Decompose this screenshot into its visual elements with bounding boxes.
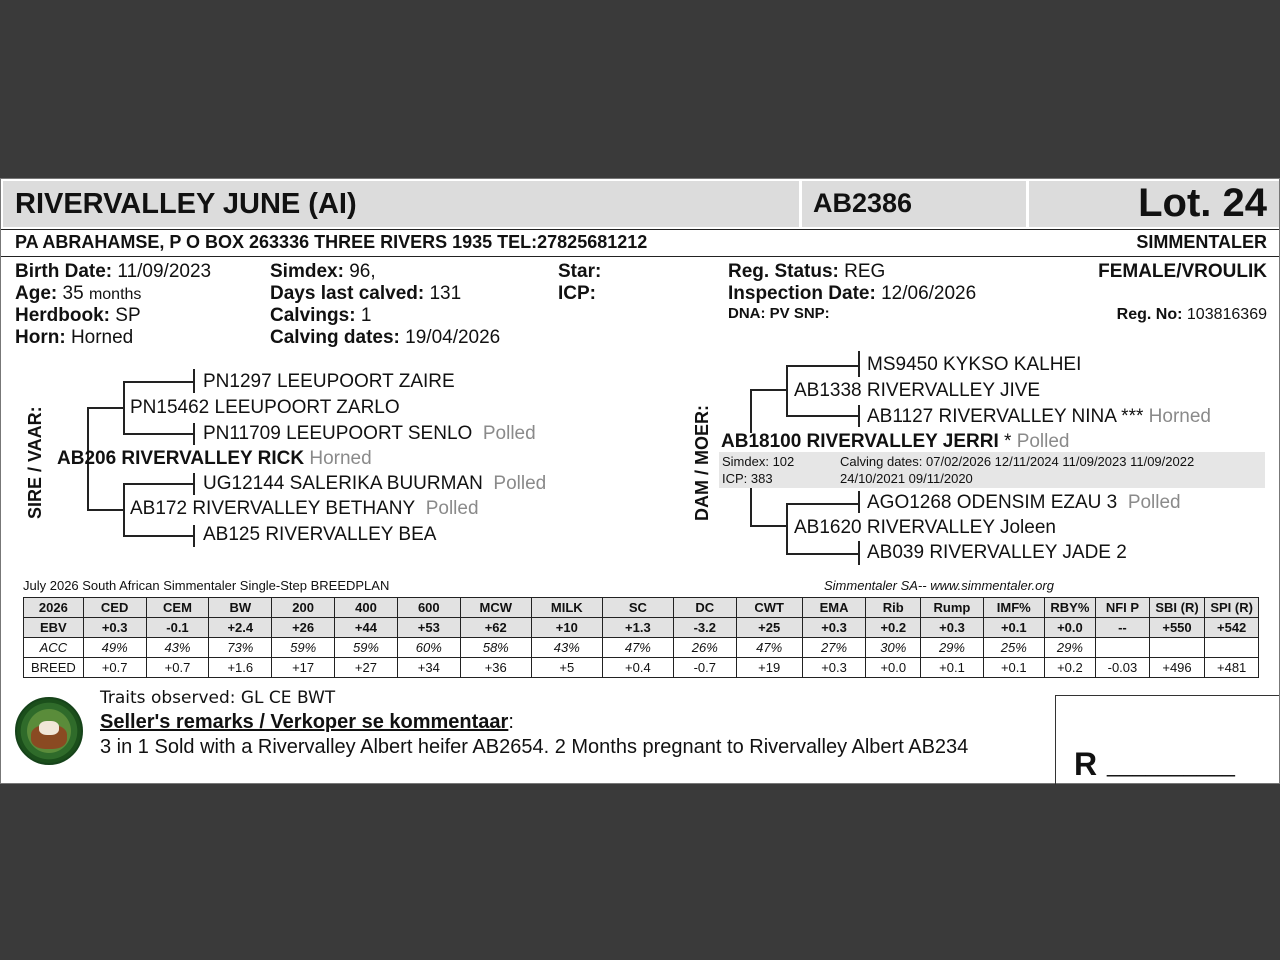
sire-side-label: SIRE / VAAR: xyxy=(25,406,45,519)
breedplan-table xyxy=(23,597,1259,678)
breedplan-row xyxy=(24,598,1259,618)
simdex: Simdex: 96, xyxy=(270,261,376,282)
breedplan-cell: 30% xyxy=(866,638,921,658)
tree-line xyxy=(123,433,193,435)
tree-line xyxy=(786,365,788,415)
animal-id: AB2386 xyxy=(813,188,913,218)
breedplan-header-cell: Rump xyxy=(921,598,984,618)
breedplan-cell: 47% xyxy=(736,638,802,658)
seller-remarks: 3 in 1 Sold with a Rivervalley Albert heifer AB2654. 2 Months pregnant to Rivervalley Albert AB234 xyxy=(100,736,969,758)
reg-no: Reg. No: 103816369 xyxy=(1116,306,1267,323)
tree-line xyxy=(786,503,858,505)
breedplan-cell: +19 xyxy=(736,658,802,678)
cow-icon-head xyxy=(39,721,59,735)
sire-sire: PN15462 LEEUPOORT ZARLO xyxy=(130,397,400,418)
breedplan-cell: +0.0 xyxy=(1044,618,1096,638)
header-divider xyxy=(1026,181,1029,227)
tree-line xyxy=(750,525,786,527)
breedplan-cell: +0.1 xyxy=(983,658,1044,678)
sire-name: AB206 RIVERVALLEY RICK Horned xyxy=(57,448,372,469)
tree-line xyxy=(750,389,786,391)
star-label: Star: xyxy=(558,261,602,282)
breedplan-header-cell: NFI P xyxy=(1096,598,1150,618)
breedplan-cell: +5 xyxy=(531,658,602,678)
breedplan-cell: +2.4 xyxy=(209,618,272,638)
breedplan-cell: -- xyxy=(1096,618,1150,638)
breedplan-header-cell: RBY% xyxy=(1044,598,1096,618)
birth-date: Birth Date: 11/09/2023 xyxy=(15,261,212,282)
breedplan-cell: 43% xyxy=(146,638,209,658)
traits-observed: Traits observed: GL CE BWT xyxy=(100,688,336,708)
dam-dam-sire: AGO1268 ODENSIM EZAU 3 Polled xyxy=(867,492,1181,513)
breedplan-cell: +0.3 xyxy=(921,618,984,638)
breedplan-cell xyxy=(1096,638,1150,658)
dna-line: DNA: PV SNP: xyxy=(728,305,830,322)
header-divider xyxy=(799,181,802,227)
tree-line xyxy=(750,389,752,433)
dam-dam: AB1620 RIVERVALLEY Joleen xyxy=(794,517,1056,538)
breedplan-cell: +1.3 xyxy=(602,618,673,638)
tree-line xyxy=(123,483,193,485)
breedplan-cell: +0.0 xyxy=(866,658,921,678)
sire-sire-sire: PN1297 LEEUPOORT ZAIRE xyxy=(203,371,455,392)
dam-name: AB18100 RIVERVALLEY JERRI * Polled xyxy=(721,431,1070,452)
days-last-calved: Days last calved: 131 xyxy=(270,283,462,304)
simmentaler-logo xyxy=(15,697,83,765)
horn: Horn: Horned xyxy=(15,327,134,348)
sex: FEMALE/VROULIK xyxy=(1098,261,1267,282)
herdbook: Herdbook: SP xyxy=(15,305,141,326)
breedplan-caption: July 2026 South African Simmentaler Single-Step BREEDPLAN xyxy=(23,578,390,593)
tree-line xyxy=(786,415,858,417)
tree-line xyxy=(750,487,752,525)
tree-line xyxy=(123,483,125,535)
breed-name: SIMMENTALER xyxy=(1136,232,1267,252)
breedplan-cell: +0.7 xyxy=(146,658,209,678)
breedplan-header-cell: SPI (R) xyxy=(1205,598,1259,618)
breedplan-cell: ACC xyxy=(24,638,84,658)
breedplan-cell: 47% xyxy=(602,638,673,658)
reg-status: Reg. Status: REG xyxy=(728,261,886,282)
breedplan-cell: 27% xyxy=(802,638,866,658)
breedplan-row xyxy=(24,658,1259,678)
breedplan-header-cell: 600 xyxy=(397,598,460,618)
tree-line xyxy=(858,541,860,565)
breedplan-cell: +62 xyxy=(460,618,531,638)
r-label: R xyxy=(1074,746,1098,782)
lot-number: Lot. 24 xyxy=(1138,181,1267,225)
dam-sire: AB1338 RIVERVALLEY JIVE xyxy=(794,380,1041,401)
breedplan-header-cell: MCW xyxy=(460,598,531,618)
breedplan-cell xyxy=(1149,638,1205,658)
dam-icp: ICP: 383 xyxy=(722,471,773,486)
inspection-date: Inspection Date: 12/06/2026 xyxy=(728,283,977,304)
breedplan-cell: 29% xyxy=(921,638,984,658)
breedplan-header-cell: SBI (R) xyxy=(1149,598,1205,618)
tree-line xyxy=(123,381,125,433)
breedplan-cell: +17 xyxy=(272,658,335,678)
breedplan-cell: +1.6 xyxy=(209,658,272,678)
breedplan-cell: 60% xyxy=(397,638,460,658)
dam-sire-sire: MS9450 KYKSO KALHEI xyxy=(867,354,1082,375)
dam-dam-dam: AB039 RIVERVALLEY JADE 2 xyxy=(867,542,1127,563)
breedplan-cell: +0.1 xyxy=(983,618,1044,638)
breedplan-cell: +53 xyxy=(397,618,460,638)
breedplan-cell: -0.7 xyxy=(673,658,736,678)
calving-dates: Calving dates: 19/04/2026 xyxy=(270,327,501,348)
tree-line xyxy=(123,381,193,383)
tree-line xyxy=(858,351,860,377)
breedplan-cell: +25 xyxy=(736,618,802,638)
breedplan-cell: +44 xyxy=(335,618,398,638)
tree-line xyxy=(87,407,123,409)
breedplan-cell: +496 xyxy=(1149,658,1205,678)
tree-line xyxy=(786,365,858,367)
dam-side-label: DAM / MOER: xyxy=(692,405,712,521)
breedplan-header-cell: CWT xyxy=(736,598,802,618)
sire-dam-dam: AB125 RIVERVALLEY BEA xyxy=(203,524,437,545)
breedplan-cell: 25% xyxy=(983,638,1044,658)
tree-line xyxy=(786,553,858,555)
breedplan-cell: +0.3 xyxy=(802,618,866,638)
breedplan-cell: BREED xyxy=(24,658,84,678)
breedplan-header-cell: EMA xyxy=(802,598,866,618)
breedplan-cell: -0.1 xyxy=(146,618,209,638)
icp-label: ICP: xyxy=(558,283,596,304)
breedplan-cell: +0.7 xyxy=(83,658,146,678)
breedplan-cell: +542 xyxy=(1205,618,1259,638)
breedplan-cell: +10 xyxy=(531,618,602,638)
sire-dam-sire: UG12144 SALERIKA BUURMAN Polled xyxy=(203,473,547,494)
breedplan-cell: -0.03 xyxy=(1096,658,1150,678)
breedplan-header-cell: IMF% xyxy=(983,598,1044,618)
owner-line: PA ABRAHAMSE, P O BOX 263336 THREE RIVERS 1935 TEL:27825681212 xyxy=(15,232,648,252)
breedplan-cell: +481 xyxy=(1205,658,1259,678)
breedplan-header-cell: Rib xyxy=(866,598,921,618)
tree-line xyxy=(858,405,860,427)
sire-dam: AB172 RIVERVALLEY BETHANY Polled xyxy=(130,498,479,519)
sire-sire-dam: PN11709 LEEUPOORT SENLO Polled xyxy=(203,423,536,444)
breedplan-header-cell: CEM xyxy=(146,598,209,618)
breedplan-cell: +34 xyxy=(397,658,460,678)
tree-line xyxy=(193,423,195,445)
breedplan-row xyxy=(24,638,1259,658)
tree-line xyxy=(123,535,193,537)
breedplan-row xyxy=(24,618,1259,638)
breedplan-cell: 59% xyxy=(335,638,398,658)
dam-calving-dates-cont: 24/10/2021 09/11/2020 xyxy=(840,471,973,486)
dam-simdex: Simdex: 102 xyxy=(722,454,795,469)
breedplan-cell: 59% xyxy=(272,638,335,658)
breedplan-cell: 26% xyxy=(673,638,736,658)
breedplan-cell: +0.3 xyxy=(83,618,146,638)
tree-line xyxy=(193,369,195,393)
breedplan-cell: 49% xyxy=(83,638,146,658)
breedplan-cell: -3.2 xyxy=(673,618,736,638)
breedplan-header-cell: BW xyxy=(209,598,272,618)
lot-card xyxy=(0,178,1280,784)
remarks-title: Seller's remarks / Verkoper se kommentaar: xyxy=(100,711,514,733)
breedplan-cell: 73% xyxy=(209,638,272,658)
breedplan-cell: 43% xyxy=(531,638,602,658)
breedplan-cell xyxy=(1205,638,1259,658)
breedplan-source: Simmentaler SA-- www.simmentaler.org xyxy=(824,578,1054,593)
breedplan-header-cell: 2026 xyxy=(24,598,84,618)
breedplan-cell: +26 xyxy=(272,618,335,638)
breedplan-cell: 29% xyxy=(1044,638,1096,658)
breedplan-header-cell: 400 xyxy=(335,598,398,618)
breedplan-cell: +0.2 xyxy=(866,618,921,638)
breedplan-cell: EBV xyxy=(24,618,84,638)
dam-calving-dates: Calving dates: 07/02/2026 12/11/2024 11/09/2023 11/09/2022 xyxy=(840,454,1195,469)
tree-line xyxy=(193,473,195,495)
tree-line xyxy=(193,525,195,547)
age: Age: 35 months xyxy=(15,283,142,304)
calvings: Calvings: 1 xyxy=(270,305,372,326)
breedplan-header-cell: CED xyxy=(83,598,146,618)
breedplan-cell: +36 xyxy=(460,658,531,678)
breedplan-cell: +27 xyxy=(335,658,398,678)
breedplan-cell: +0.2 xyxy=(1044,658,1096,678)
breedplan-cell: +0.1 xyxy=(921,658,984,678)
tree-line xyxy=(87,509,123,511)
breedplan-cell: +0.4 xyxy=(602,658,673,678)
animal-name: RIVERVALLEY JUNE (AI) xyxy=(15,188,357,220)
buyer-signature-line[interactable]: __________ xyxy=(1107,751,1235,777)
breedplan-header-cell: 200 xyxy=(272,598,335,618)
tree-line xyxy=(786,503,788,553)
breedplan-cell: 58% xyxy=(460,638,531,658)
breedplan-cell: +550 xyxy=(1149,618,1205,638)
breedplan-header-cell: SC xyxy=(602,598,673,618)
breedplan-header-cell: DC xyxy=(673,598,736,618)
tree-line xyxy=(858,491,860,513)
dam-sire-dam: AB1127 RIVERVALLEY NINA *** Horned xyxy=(867,406,1211,427)
breedplan-cell: +0.3 xyxy=(802,658,866,678)
breedplan-header-cell: MILK xyxy=(531,598,602,618)
